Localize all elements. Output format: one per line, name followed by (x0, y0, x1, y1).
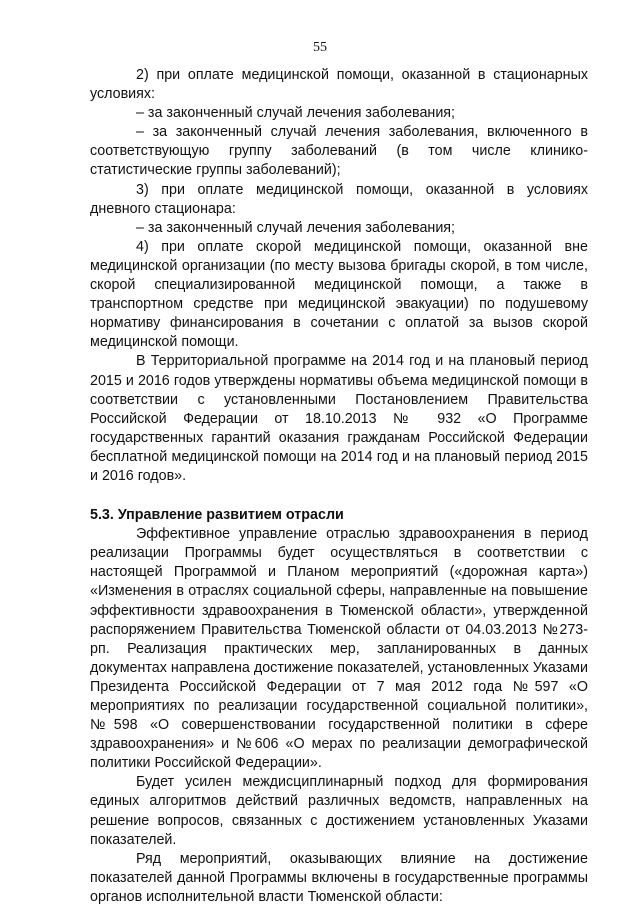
paragraph-emergency-payment: 4) при оплате скорой медицинской помощи, оказанной вне медицинской организации (по месту вызова бригады скорой, в том числе, скорой специализированной медицинской помощи, а также в транспортном средстве при медицинской эвакуации) по подушевому нормативу финансирования в сочетании с оплатой за вызов скорой медицинской помощи. (90, 238, 588, 351)
paragraph-completed-case-day: – за законченный случай лечения заболевания; (136, 219, 456, 236)
paragraph-inpatient-payment: 2) при оплате медицинской помощи, оказанной в стационарных условиях: (90, 67, 588, 103)
paragraph-completed-case-group: – за законченный случай лечения заболевания, включенного в соответствующую группу заболеваний (в том числе клинико-статистические группы заболеваний); (90, 124, 588, 179)
section-heading: 5.3. Управление развитием отрасли (90, 507, 344, 524)
paragraph-effective-management: Эффективное управление отраслью здравоохранения в период реализации Программы будет осуществляться в соответствии с настоящей Программой и Планом мероприятий («дорожная карта») «Изменения в отраслях социальной сферы, направленные на повышение эффективности здравоохранения в Тюменской области», утвержденной распоряжением Правительства Тюменской области от 04.03.2013 №273-рп. Реализация практических мер, запланированных в данных документах направлена достижение показателей, установленных Указами Президента Российской Федерации от 7 мая 2012 года №597 «О мероприятиях по реализации государственной социальной политики», №598 «О совершенствовании государственной политики в сфере здравоохранения» и №606 «О мерах по реализации демографической политики Российской Федерации». (90, 526, 588, 772)
paragraph-interdisciplinary: Будет усилен междисциплинарный подход для формирования единых алгоритмов действий различных ведомств, направленных на решение вопросов, связанных с достижением установленных Указами показателей. (90, 774, 588, 848)
paragraph-territorial-program: В Территориальной программе на 2014 год и на плановый период 2015 и 2016 годов утверждены нормативы объема медицинской помощи в соответствии с установленными Постановлением Правительства Российской Федерации от 18.10.2013 № 932 «О Программе государственных гарантий оказания гражданам Российской Федерации бесплатной медицинской помощи на 2014 год и на плановый период 2015 и 2016 годов». (90, 353, 588, 484)
document-body (90, 66, 588, 907)
page-number: 55 (313, 40, 327, 55)
paragraph-related-programs: Ряд мероприятий, оказывающих влияние на достижение показателей данной Программы включены в государственные программы органов исполнительной власти Тюменской области: (90, 850, 588, 905)
paragraph-completed-case: – за законченный случай лечения заболевания; (136, 105, 456, 122)
paragraph-day-hospital-payment: 3) при оплате медицинской помощи, оказанной в условиях дневного стационара: (90, 181, 588, 217)
